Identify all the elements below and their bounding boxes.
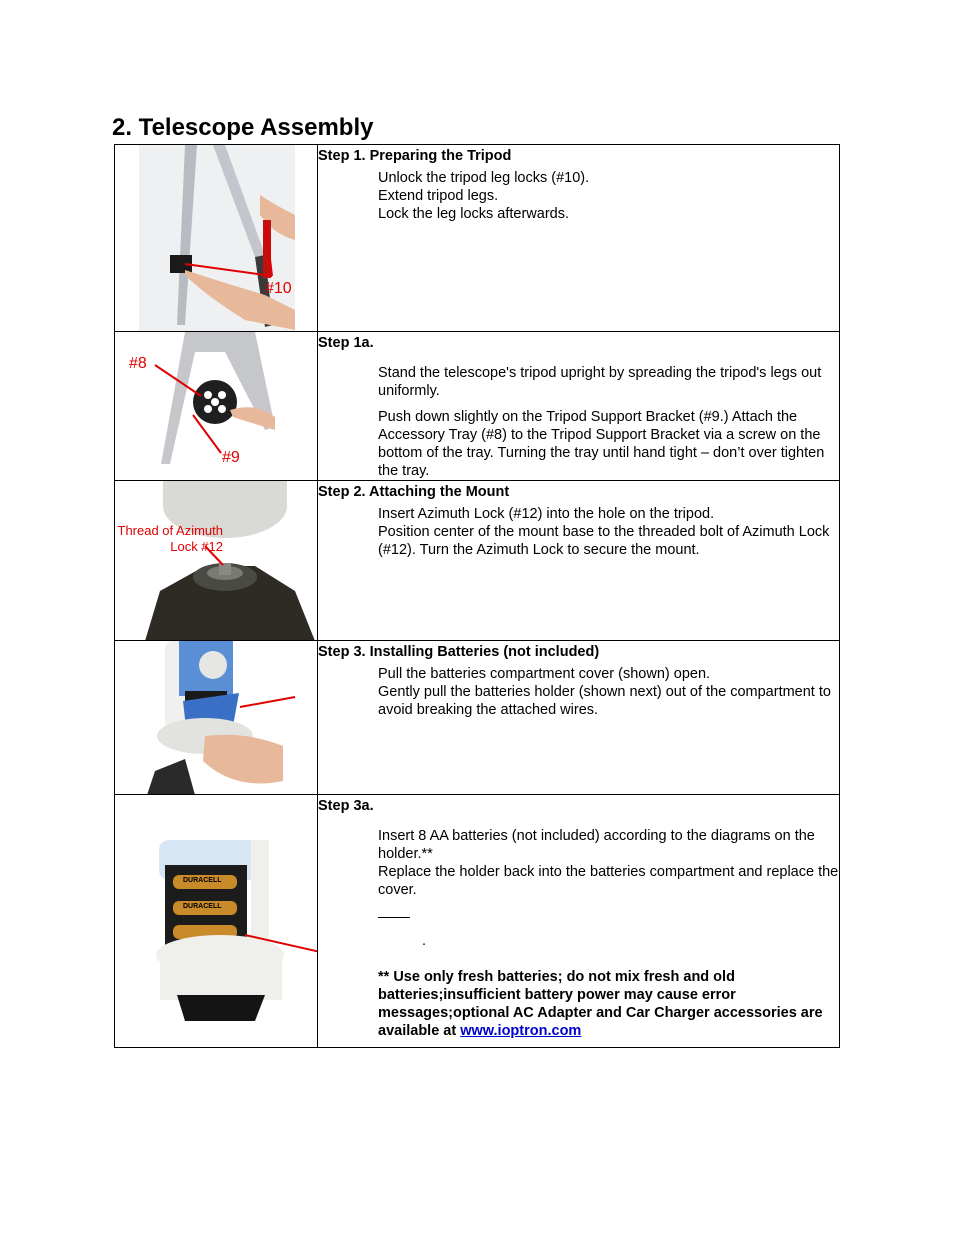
- step2-line: Insert Azimuth Lock (#12) into the hole on the tripod.: [378, 506, 715, 522]
- step3-image: [115, 641, 318, 795]
- step-row: [115, 332, 840, 481]
- battery-brand-label: DURACELL: [183, 877, 222, 884]
- step-row: [115, 481, 840, 641]
- step1a-para: Push down slightly on the Tripod Support Bracket (#9.) Attach the Accessory Tray (#8) to the Tripod Support Bracket via a screw on the bottom of the tray. Turning the tray until hand tight – don’t over tighten the tray.: [378, 409, 825, 479]
- mount-base-illustration: [115, 481, 317, 641]
- step3a-image: [115, 795, 318, 1048]
- step3-line: Pull the batteries compartment cover (shown) open.: [378, 666, 711, 682]
- step3a-line: Replace the holder back into the batteries compartment and replace the cover.: [378, 864, 839, 898]
- battery-note: ** Use only fresh batteries; do not mix fresh and old batteries;insufficient battery power may cause error messages;optional AC Adapter and Car Charger accessories are available at www.ioptron.com: [378, 969, 823, 1039]
- tripod-legs-illustration: [115, 145, 317, 332]
- step1a-text: [318, 332, 840, 481]
- step2-image: [115, 481, 318, 641]
- step1-heading: Step 1. Preparing the Tripod: [318, 148, 512, 164]
- battery-compartment-illustration: [115, 641, 317, 795]
- step-row: [115, 641, 840, 795]
- step1-line: Extend tripod legs.: [378, 188, 499, 204]
- step3-heading: Step 3. Installing Batteries (not included): [318, 644, 600, 660]
- step-row: [115, 145, 840, 332]
- step3-line: Gently pull the batteries holder (shown next) out of the compartment to avoid breaking the attached wires.: [378, 684, 831, 718]
- step3a-line: Insert 8 AA batteries (not included) according to the diagrams on the holder.**: [378, 828, 815, 862]
- step1-image: [115, 145, 318, 332]
- step3-text: [318, 641, 840, 795]
- step2-heading: Step 2. Attaching the Mount: [318, 484, 510, 500]
- step1a-image: [115, 332, 318, 481]
- battery-brand-label: DURACELL: [183, 903, 222, 910]
- step1a-para: Stand the telescope's tripod upright by spreading the tripod's legs out uniformly.: [378, 365, 822, 399]
- label-thread: Thread of Azimuth Lock #12: [117, 523, 223, 554]
- step3a-heading: Step 3a.: [318, 798, 374, 814]
- step1a-heading: Step 1a.: [318, 335, 374, 351]
- label-8: #8: [129, 355, 147, 372]
- label-10: #10: [265, 280, 292, 297]
- step1-line: Lock the leg locks afterwards.: [378, 206, 570, 222]
- step1-text: [318, 145, 840, 332]
- assembly-steps-table: [114, 144, 840, 1048]
- battery-holder-illustration: [115, 795, 317, 1048]
- stray-dot: .: [422, 933, 427, 949]
- step-row: [115, 795, 840, 1048]
- step2-line: Position center of the mount base to the threaded bolt of Azimuth Lock (#12). Turn the Azimuth Lock to secure the mount.: [378, 524, 830, 558]
- step1-line: Unlock the tripod leg locks (#10).: [378, 170, 590, 186]
- page-title: 2. Telescope Assembly: [112, 114, 374, 141]
- step3a-text: [318, 795, 840, 1048]
- step2-text: [318, 481, 840, 641]
- label-9: #9: [222, 449, 240, 466]
- ioptron-link[interactable]: www.ioptron.com: [460, 1023, 582, 1039]
